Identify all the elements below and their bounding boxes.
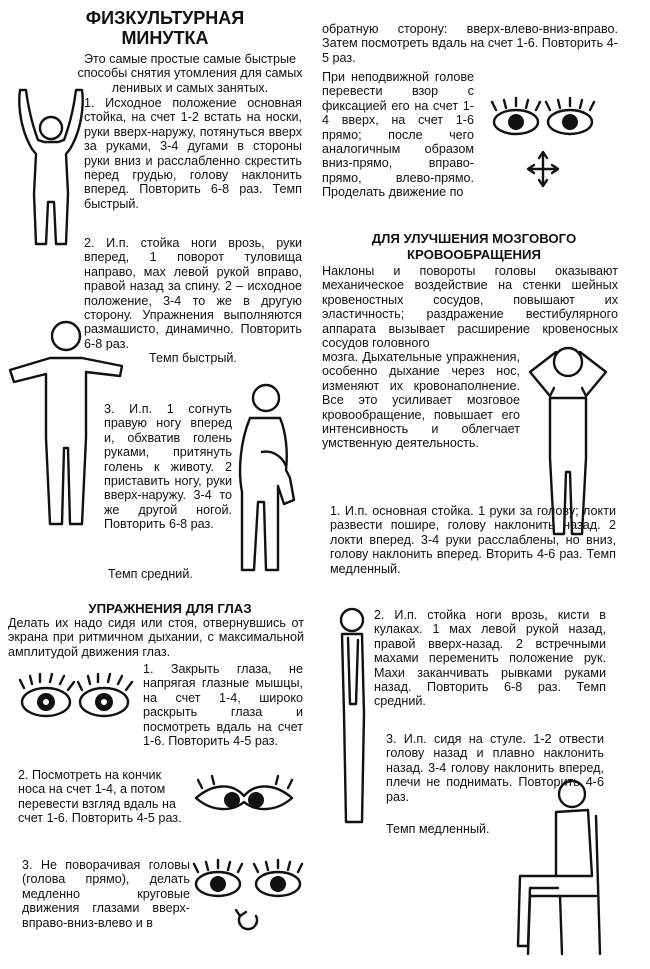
eyes-look-at-nose-icon bbox=[192, 776, 296, 822]
exercise-figure-seated-chair-icon bbox=[500, 776, 620, 962]
brain-exercise-3-text: 3. И.п. сидя на стуле. 1-2 отвести голову назад и плавно наклонить назад. 3-4 голову наклонить вперед, плечи не поднимать. Повторить 4-6 раз. bbox=[386, 732, 604, 804]
exercise-2-tempo: Темп быстрый. bbox=[149, 351, 237, 365]
exercise-figure-side-standing-icon bbox=[326, 604, 376, 830]
brain-exercise-2-text: 2. И.п. стойка ноги врозь, кисти в кулаках. 1 мах левой рукой назад, правой вверх-назад. 2 встречными махами переменить положение рук. Махи заканчивать рывками руками назад. Повторить 6-8 раз. Темп средний. bbox=[374, 608, 606, 709]
eyes-wide-open-icon bbox=[16, 672, 136, 728]
brain-exercise-3-tempo: Темп медленный. bbox=[386, 822, 490, 836]
brain-exercise-1-text: 1. И.п. основная стойка. 1 руки за голову; локти развести пошире, голову наклонить назад. 2 локти вперед. 3-4 руки расслаблены, но вниз, голову наклонить вперед. Вторить 4-6 раз. Темп медленный. bbox=[330, 504, 616, 576]
exercise-figure-knee-hug-icon bbox=[228, 382, 300, 578]
eye-exercise-1-text: 1. Закрыть глаза, не напрягая глазные мышцы, на счет 1-4, широко раскрыть глаза и посмотреть вдаль на счет 1-6. Повторить 4-5 раз. bbox=[143, 662, 303, 749]
brain-intro-text-2: мозга. Дыхательные упражнения, особенно дыхание через нос, изменяют их кровонаполнение. Все это усиливает мозговое кровообращение, повышает его интенсивность и облегчает умственную деятельность. bbox=[322, 350, 520, 451]
eyes-intro-text: Делать их надо сидя или стоя, отвернувшись от экрана при ритмичном дыхании, с максимальной амплитудой движения глаз. bbox=[8, 616, 304, 659]
exercise-figure-arms-up-icon bbox=[12, 84, 90, 254]
intro-text: Это самые простые самые быстрые способы снятия утомления для самых ленивых и самых занятых. bbox=[77, 52, 303, 95]
eyes-circular-movement-icon bbox=[190, 860, 306, 932]
section-title-fizminutka-1: ФИЗКУЛЬТУРНАЯ bbox=[85, 8, 245, 28]
section-title-brain-1: ДЛЯ УЛУЧШЕНИЯ МОЗГОВОГО bbox=[371, 231, 577, 246]
exercise-1-text: 1. Исходное положение основная стойка, на счет 1-2 встать на носки, руки вверх-наружу, потянуться вверх за руками, 3-4 дугами в стороны руки вниз и расслабленно скрестить перед грудью, голову наклонить вперед. Повторить 6-8 раз. Темп быстрый. bbox=[84, 96, 302, 211]
exercise-3-text: 3. И.п. 1 согнуть правую ногу вперед и, обхватив голень руками, притянуть голень к животу. 2 приставить ногу, руки вверх-наружу. 3-4 то же другой ногой. Повторить 6-8 раз. bbox=[104, 402, 232, 532]
brain-intro-text-1: Наклоны и повороты головы оказывают механическое воздействие на стенки шейных кровеностных сосудов, повышают их эластичность; раздражение вестибулярного аппарата вызывает расширение кровеносных сосудов головного bbox=[322, 264, 618, 351]
section-title-brain-2: КРОВООБРАЩЕНИЯ bbox=[407, 247, 541, 262]
eyes-look-directions-icon bbox=[488, 96, 598, 192]
exercise-2-text: 2. И.п. стойка ноги врозь, руки вперед, 1 поворот туловища направо, мах левой рукой вправо, правой назад за спину. 2 – исходное положение, 3-4 то же в другую сторону. Упражнения выполняются размашисто, динамично. Повторить 6-8 раз. bbox=[84, 236, 302, 351]
eye-exercise-2-text: 2. Посмотреть на кончик носа на счет 1-4, а потом перевести взгляд вдаль на счет 1-6. Повторить 4-5 раз. bbox=[18, 768, 182, 826]
exercise-3-tempo: Темп средний. bbox=[108, 567, 193, 581]
section-title-fizminutka-2: МИНУТКА bbox=[121, 28, 209, 48]
eye-exercise-3-continued: обратную сторону: вверх-влево-вниз-вправо. Затем посмотреть вдаль на счет 1-6. Повторить 4-5 раз. bbox=[322, 22, 618, 65]
eye-exercise-3-text: 3. Не поворачивая головы (голова прямо), делать медленно круговые движения глазами вверх-вправо-вниз-влево и в bbox=[22, 858, 190, 930]
eye-exercise-4-text: При неподвижной голове перевести взор с фиксацией его на счет 1-4 вверх, на счет 1-6 прямо; после чего аналогичным образом вниз-прямо, вправо-прямо, влево-прямо. Проделать движение по bbox=[322, 70, 474, 200]
section-title-eyes: УПРАЖНЕНИЯ ДЛЯ ГЛАЗ bbox=[88, 601, 252, 616]
